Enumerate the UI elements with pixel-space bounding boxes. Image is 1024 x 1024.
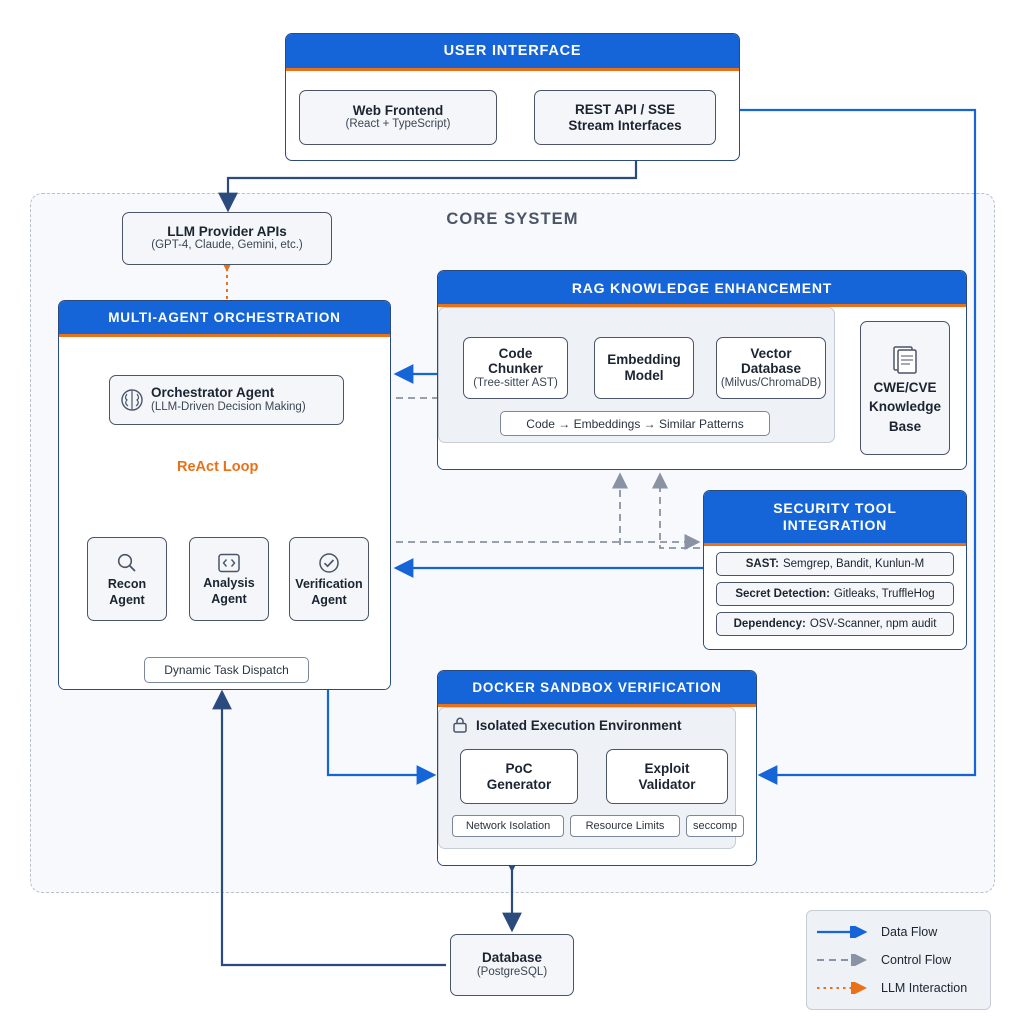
embedding-model-line2: Model [624, 368, 664, 383]
poc-generator-line2: Generator [486, 776, 552, 792]
embedding-model-node[interactable] [594, 337, 694, 399]
web-frontend-node[interactable] [299, 90, 497, 145]
rag-flow-note: Code → Embeddings → Similar Patterns [500, 411, 770, 436]
verification-agent-label-1: Verification [295, 576, 363, 591]
cwe-kb-line1: CWE/CVE [873, 379, 937, 395]
sast-value: Semgrep, Bandit, Kunlun-M [782, 558, 925, 570]
secret-detection-label: Secret Detection: [735, 588, 830, 600]
chip-seccomp: seccomp [686, 815, 744, 837]
brain-icon [119, 387, 145, 413]
magnifier-icon [115, 551, 139, 575]
legend-swatch-control-flow [815, 954, 873, 966]
cwe-kb-line3: Base [888, 418, 922, 434]
security-tools-title [704, 491, 966, 546]
rest-api-node[interactable] [534, 90, 716, 145]
database-node[interactable] [450, 934, 574, 996]
rest-api-title: REST API / SSE [574, 101, 676, 117]
docker-sandbox-verification-panel [437, 670, 757, 866]
web-frontend-title: Web Frontend [352, 102, 444, 118]
security-tool-integration-panel [703, 490, 967, 650]
llm-provider-subtitle: (GPT-4, Claude, Gemini, etc.) [151, 239, 303, 252]
security-tools-title-line1: SECURITY TOOL [773, 500, 897, 517]
legend [806, 910, 991, 1010]
isolated-execution-title-wrap [450, 715, 682, 735]
code-chunker-line2: Chunker [488, 361, 543, 377]
dependency-label: Dependency: [733, 618, 806, 630]
legend-label-control-flow: Control Flow [881, 953, 952, 967]
recon-agent-node[interactable] [87, 537, 167, 621]
exploit-validator-line2: Validator [638, 776, 696, 792]
analysis-agent-label-1: Analysis [203, 575, 255, 590]
legend-item-control-flow [815, 946, 982, 974]
legend-item-data-flow [815, 918, 982, 946]
security-tool-row-secret-detection[interactable] [716, 582, 954, 606]
secret-detection-value: Gitleaks, TruffleHog [833, 588, 935, 600]
security-tool-row-dependency[interactable] [716, 612, 954, 636]
shield-check-icon [317, 551, 341, 575]
analysis-agent-label-2: Agent [211, 592, 247, 606]
multi-agent-orchestration-panel [58, 300, 391, 690]
web-frontend-subtitle: (React + TypeScript) [345, 118, 451, 131]
react-loop-label: ReAct Loop [177, 459, 259, 475]
core-system-title: CORE SYSTEM [446, 210, 579, 228]
database-title: Database [481, 950, 543, 966]
dependency-value: OSV-Scanner, npm audit [809, 618, 937, 630]
legend-item-llm-interaction [815, 974, 982, 1002]
chip-network-isolation: Network Isolation [452, 815, 564, 837]
rest-api-subtitle: Stream Interfaces [568, 117, 682, 133]
code-chunker-subtitle: (Tree-sitter AST) [473, 376, 558, 389]
lock-icon [450, 715, 470, 735]
poc-generator-node[interactable] [460, 749, 578, 804]
rag-knowledge-enhancement-panel [437, 270, 967, 470]
cwe-kb-line2: Knowledge [868, 399, 941, 415]
vector-database-subtitle: (Milvus/ChromaDB) [720, 376, 822, 389]
isolated-execution-title: Isolated Execution Environment [476, 717, 682, 733]
vector-database-line2: Database [740, 361, 802, 377]
recon-agent-label-2: Agent [109, 593, 145, 607]
cwe-cve-knowledge-base-node[interactable] [860, 321, 950, 455]
orchestrator-title: Orchestrator Agent [151, 385, 275, 401]
embedding-model-line1: Embedding [607, 352, 681, 368]
poc-generator-line1: PoC [505, 760, 533, 776]
docker-title: DOCKER SANDBOX VERIFICATION [438, 671, 756, 707]
multi-agent-title: MULTI-AGENT ORCHESTRATION [59, 301, 390, 337]
exploit-validator-line1: Exploit [644, 760, 690, 776]
legend-swatch-data-flow [815, 926, 873, 938]
code-chunker-line1: Code [498, 345, 533, 361]
llm-provider-title: LLM Provider APIs [167, 223, 287, 239]
books-icon [888, 342, 922, 376]
sast-label: SAST: [745, 558, 779, 570]
legend-swatch-llm-interaction [815, 982, 873, 994]
orchestrator-subtitle: (LLM-Driven Decision Making) [151, 400, 306, 413]
database-subtitle: (PostgreSQL) [476, 965, 548, 978]
dynamic-task-dispatch-label: Dynamic Task Dispatch [144, 657, 309, 683]
verification-agent-node[interactable] [289, 537, 369, 621]
verification-agent-label-2: Agent [311, 593, 347, 607]
llm-provider-node[interactable] [122, 212, 332, 265]
chip-resource-limits: Resource Limits [570, 815, 680, 837]
user-interface-title: USER INTERFACE [286, 34, 739, 71]
code-brackets-icon [217, 552, 241, 574]
orchestrator-agent-node[interactable] [109, 375, 344, 425]
exploit-validator-node[interactable] [606, 749, 728, 804]
security-tools-title-line2: INTEGRATION [782, 517, 888, 533]
vector-database-line1: Vector [750, 345, 792, 361]
analysis-agent-node[interactable] [189, 537, 269, 621]
vector-database-node[interactable] [716, 337, 826, 399]
security-tool-row-sast[interactable] [716, 552, 954, 576]
user-interface-panel [285, 33, 740, 161]
legend-label-llm-interaction: LLM Interaction [881, 981, 968, 995]
legend-label-data-flow: Data Flow [881, 925, 938, 939]
rag-title: RAG KNOWLEDGE ENHANCEMENT [438, 271, 966, 307]
code-chunker-node[interactable] [463, 337, 568, 399]
recon-agent-label-1: Recon [107, 576, 147, 591]
